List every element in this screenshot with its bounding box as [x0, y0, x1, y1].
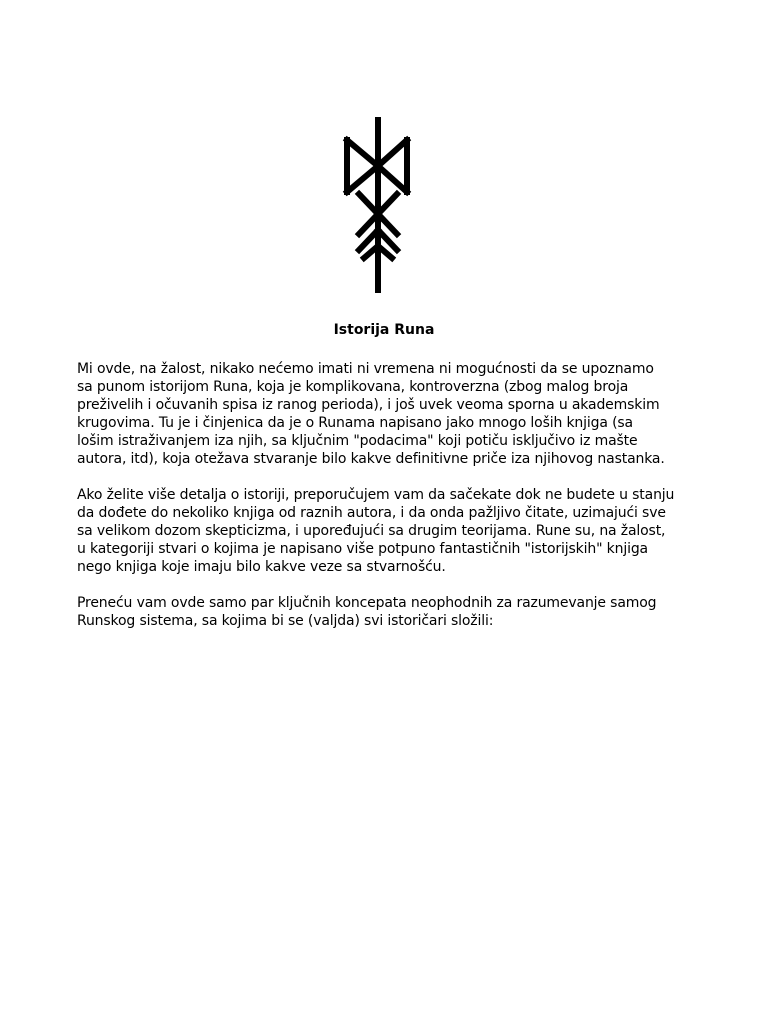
- paragraph-line: Mi ovde, na žalost, nikako nećemo imati ni vremena ni mogućnosti da se upoznamo: [77, 361, 654, 377]
- paragraph-line: nego knjiga koje imaju bilo kakve veze sa stvarnošću.: [77, 559, 446, 575]
- paragraph-2: [77, 486, 687, 576]
- document-title: Istorija Runa: [333, 322, 435, 338]
- paragraph-line: sa velikom dozom skepticizma, i upoređujući sa drugim teorijama. Rune su, na žalost,: [77, 523, 666, 539]
- paragraph-line: sa punom istorijom Runa, koja je komplikovana, kontroverzna (zbog malog broja: [77, 379, 629, 395]
- paragraph-line: Preneću vam ovde samo par ključnih koncepata neophodnih za razumevanje samog: [77, 595, 657, 611]
- paragraph-3: [77, 594, 687, 630]
- paragraph-line: preživelih i očuvanih spisa iz ranog perioda), i još uvek veoma sporna u akademskim: [77, 397, 660, 413]
- paragraph-line: Ako želite više detalja o istoriji, preporučujem vam da sačekate dok ne budete u stanju: [77, 487, 675, 503]
- paragraph-line: autora, itd), koja otežava stvaranje bilo kakve definitivne priče iza njihovog nastanka.: [77, 451, 665, 467]
- document-body: [77, 360, 687, 648]
- paragraph-line: u kategoriji stvari o kojima je napisano više potpuno fantastičnih "istorijskih" knjiga: [77, 541, 648, 557]
- paragraph-line: da dođete do nekoliko knjiga od raznih autora, i da onda pažljivo čitate, uzimajući sve: [77, 505, 666, 521]
- paragraph-1: [77, 360, 687, 468]
- bind-rune-icon: [326, 114, 430, 296]
- paragraph-line: krugovima. Tu je i činjenica da je o Runama napisano jako mnogo loših knjiga (sa: [77, 415, 633, 431]
- paragraph-line: lošim istraživanjem iza njih, sa ključnim "podacima" koji potiču isključivo iz mašte: [77, 433, 638, 449]
- paragraph-line: Runskog sistema, sa kojima bi se (valjda) svi istoričari složili:: [77, 613, 494, 629]
